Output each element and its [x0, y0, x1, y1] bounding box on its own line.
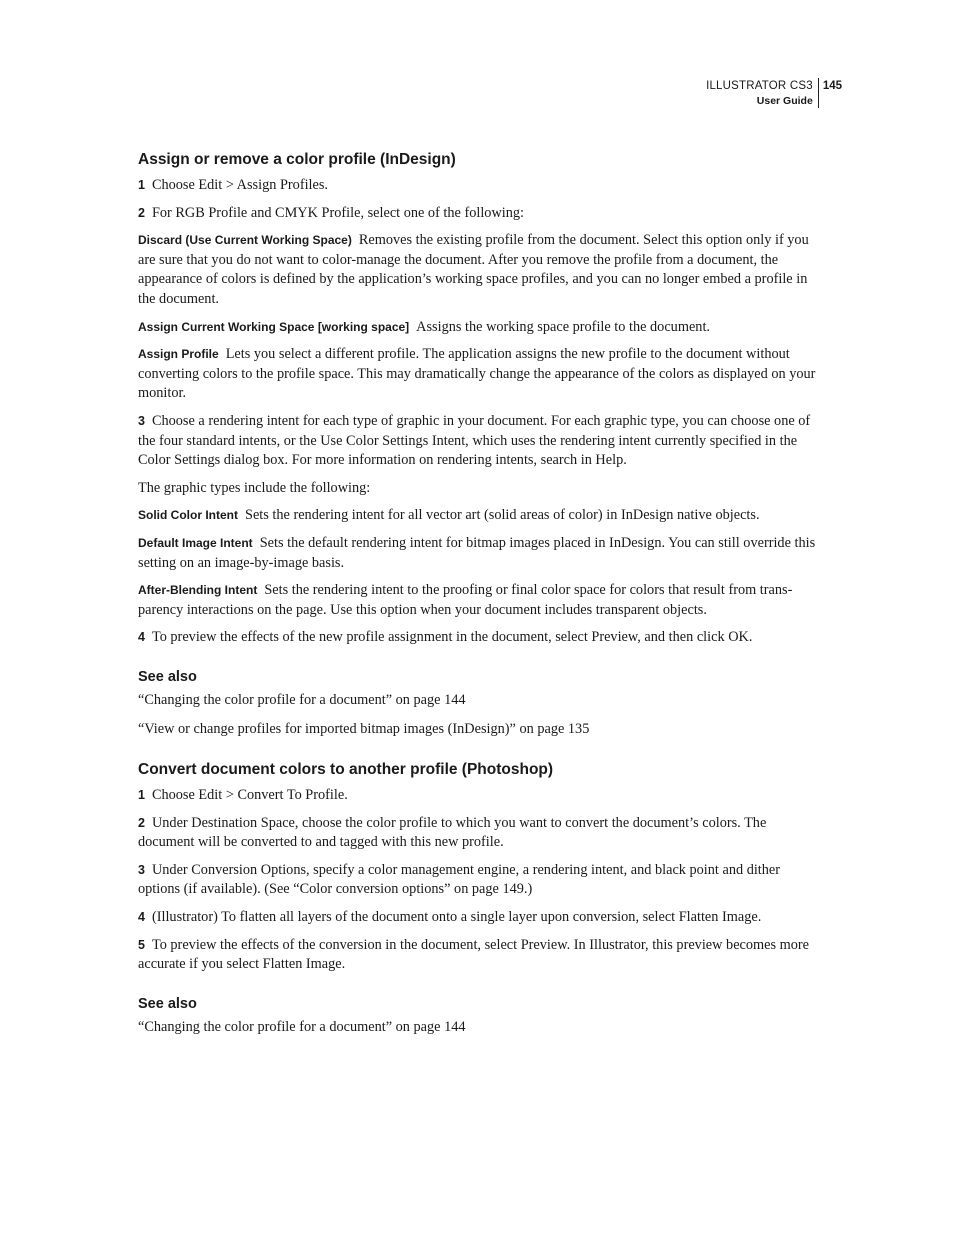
step-item — [138, 814, 818, 853]
header-product-name: ILLUSTRATOR CS3 — [706, 80, 813, 92]
intent-term: After-Blending Intent — [138, 583, 258, 598]
see-also-heading: See also — [138, 668, 197, 685]
header-guide-name: User Guide — [756, 95, 813, 107]
option-text: Removes the existing profile from the document. Select this option only if you are sure that you do not want to color-manage the document. After you remove the profile from a document, the appearance of colors is defined by the application’s working space profiles, and you can no longer embed a profile in the document. — [138, 232, 809, 307]
step-item — [138, 176, 818, 196]
option-term: Assign Profile — [138, 347, 219, 362]
option-assign-working-space — [138, 318, 818, 338]
step-text: For RGB Profile and CMYK Profile, select one of the following: — [151, 204, 525, 221]
see-also-heading: See also — [138, 995, 197, 1012]
step-text: Under Destination Space, choose the color profile to which you want to convert the document’s colors. The document will be converted to and tagged with this new profile. — [138, 814, 767, 851]
step-number: 3 — [138, 862, 145, 877]
section-heading-assign-profile: Assign or remove a color profile (InDesign) — [138, 151, 456, 168]
see-also-block-2 — [138, 995, 818, 1038]
see-also-link[interactable] — [138, 720, 818, 740]
option-term: Discard (Use Current Working Space) — [138, 233, 352, 248]
xref-link[interactable]: “Changing the color profile for a document” on page 144 — [138, 691, 466, 708]
step-text: Choose Edit > Assign Profiles. — [151, 177, 329, 193]
option-text: Assigns the working space profile to the document. — [416, 318, 710, 335]
see-also-link[interactable] — [138, 1018, 818, 1038]
step-item — [138, 786, 818, 806]
graphic-types-intro: The graphic types include the following: — [138, 479, 371, 496]
step-text: Choose Edit > Convert To Profile. — [151, 787, 348, 804]
header-labels — [706, 78, 819, 108]
page-header — [706, 78, 842, 108]
step-item — [138, 861, 818, 900]
page-content — [138, 150, 818, 1045]
step-text: Choose a rendering intent for each type of graphic in your document. For each graphic type, you can choose one of the four standard intents, or the Use Color Settings Intent, which uses the rendering intent currently specified in the Color Settings dialog box. For more information on rendering intents, search in Help. — [138, 412, 811, 469]
step-number: 2 — [138, 815, 145, 830]
see-also-link[interactable] — [138, 691, 818, 711]
step-number: 1 — [138, 788, 145, 803]
section-convert-profile — [138, 760, 818, 975]
step-text: To preview the effects of the new profile assignment in the document, select Preview, and then click OK. — [151, 629, 753, 646]
see-also-block-1 — [138, 668, 818, 740]
step-item — [138, 204, 818, 224]
step-text: To preview the effects of the conversion in the document, select Preview. In Illustrator, this preview becomes more accurate if you select Flatten Image. — [138, 936, 810, 973]
step-item — [138, 412, 818, 471]
page-number: 145 — [822, 80, 842, 92]
option-assign-profile — [138, 345, 818, 404]
intent-text: Sets the default rendering intent for bitmap images placed in InDesign. You can still override this setting on an image-by-image basis. — [138, 534, 816, 571]
option-term: Assign Current Working Space [working space] — [138, 319, 410, 334]
intent-term: Default Image Intent — [138, 535, 253, 550]
step-number: 5 — [138, 937, 145, 952]
step-text: Under Conversion Options, specify a color management engine, a rendering intent, and black point and dither options (if available). (See “Color conversion options” on page 149.) — [138, 861, 781, 898]
intent-term: Solid Color Intent — [138, 508, 238, 523]
step-number: 3 — [138, 413, 145, 428]
intent-after-blending — [138, 581, 818, 620]
step-number: 2 — [138, 205, 145, 220]
xref-link[interactable]: “Changing the color profile for a document” on page 144 — [138, 1018, 466, 1035]
option-discard — [138, 231, 818, 309]
option-text: Lets you select a different profile. The application assigns the new profile to the document without converting colors to the profile space. This may dramatically change the appearance of the colors as displayed on your monitor. — [138, 346, 816, 402]
step-item — [138, 908, 818, 928]
intent-text: Sets the rendering intent to the proofing or final color space for colors that result from trans-parency interactions on the page. Use this option when your document includes transparent objects. — [138, 582, 793, 618]
step-item — [138, 628, 818, 648]
step-number: 1 — [138, 178, 145, 192]
intent-default-image — [138, 534, 818, 573]
intent-text: Sets the rendering intent for all vector art (solid areas of color) in InDesign native objects. — [245, 507, 760, 524]
step-item — [138, 936, 818, 975]
xref-link[interactable]: “View or change profiles for imported bitmap images (InDesign)” on page 135 — [138, 721, 590, 738]
step-number: 4 — [138, 910, 145, 925]
step-text: (Illustrator) To flatten all layers of the document onto a single layer upon conversion, select Flatten Image. — [151, 909, 762, 926]
step-number: 4 — [138, 630, 145, 645]
section-heading-convert-profile: Convert document colors to another profile (Photoshop) — [138, 761, 554, 779]
intent-solid-color — [138, 506, 818, 526]
